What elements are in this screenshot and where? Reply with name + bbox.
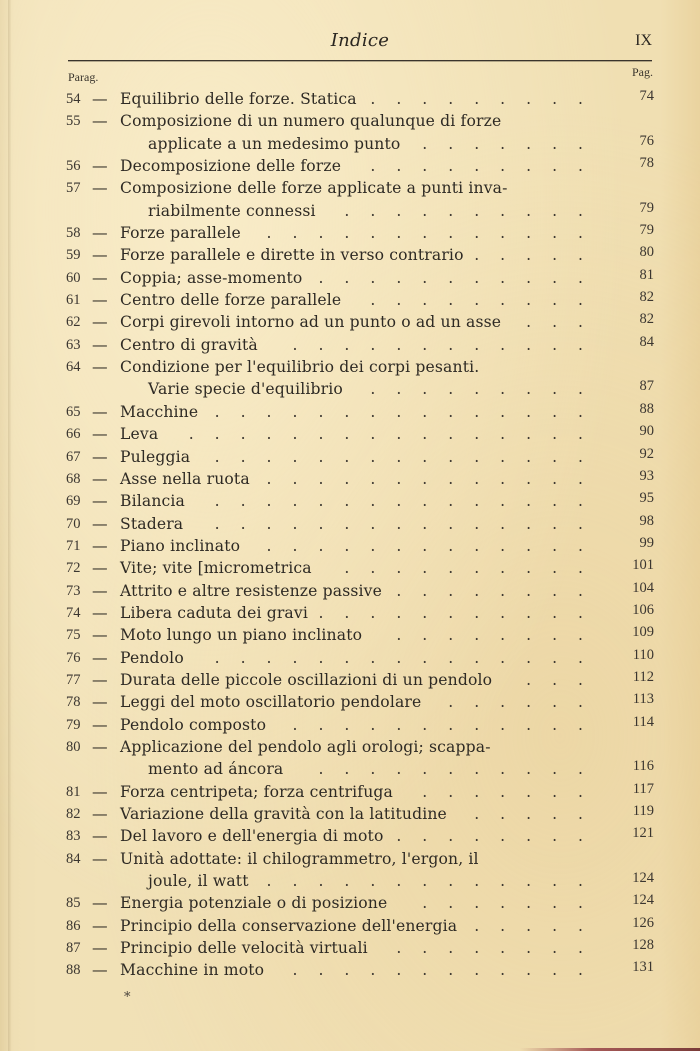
dot-leader: ............ xyxy=(292,335,604,354)
dot-leader: ........ xyxy=(396,939,604,958)
dot-leader: .......... xyxy=(344,559,604,578)
dot-leader: ............. xyxy=(266,872,604,891)
toc-line xyxy=(66,289,654,311)
toc-line xyxy=(66,870,654,892)
table-of-contents xyxy=(66,88,654,982)
entry-title: Composizione di un numero qualunque di forze xyxy=(120,112,502,131)
dot-leader: ... xyxy=(526,670,604,689)
entry-dash: — xyxy=(92,916,108,935)
entry-title-continuation: riabilmente connessi xyxy=(148,201,316,220)
entry-title-continuation: joule, il watt xyxy=(148,872,249,891)
paragraph-number: 55 xyxy=(66,113,81,130)
page-number: 80 xyxy=(639,244,654,261)
paragraph-number: 60 xyxy=(66,269,81,286)
entry-dash: — xyxy=(92,536,108,555)
toc-line xyxy=(66,334,654,356)
page-number: 109 xyxy=(632,624,654,641)
page-number: 121 xyxy=(632,825,654,842)
entry-dash: — xyxy=(92,939,108,958)
entry-title: Puleggia xyxy=(120,447,191,466)
page-number: 95 xyxy=(639,490,654,507)
toc-line xyxy=(66,200,654,222)
entry-dash: — xyxy=(92,268,108,287)
page-number: 124 xyxy=(632,892,654,909)
entry-title: Applicazione del pendolo agli orologi; scappa- xyxy=(120,737,491,756)
entry-title: Composizione delle forze applicate a punti inva- xyxy=(120,179,508,198)
toc-line xyxy=(66,825,654,847)
paragraph-number: 83 xyxy=(66,828,81,845)
entry-title: Centro delle forze parallele xyxy=(120,291,342,310)
page-number: 88 xyxy=(639,400,654,417)
toc-line xyxy=(66,624,654,646)
page-number: 101 xyxy=(632,557,654,574)
page-number: 126 xyxy=(632,914,654,931)
entry-dash: — xyxy=(92,425,108,444)
dot-leader: ........... xyxy=(318,268,604,287)
toc-line xyxy=(66,669,654,691)
paragraph-number: 73 xyxy=(66,582,81,599)
paragraph-number: 69 xyxy=(66,493,81,510)
entry-title: Macchine xyxy=(120,402,199,421)
toc-line xyxy=(66,892,654,914)
paragraph-number: 87 xyxy=(66,940,81,957)
paragraph-number: 62 xyxy=(66,314,81,331)
paragraph-number: 68 xyxy=(66,470,81,487)
entry-dash: — xyxy=(92,335,108,354)
section-end-asterisk: * xyxy=(124,990,131,1005)
toc-line xyxy=(66,848,654,870)
paragraph-number: 82 xyxy=(66,806,81,822)
paragraph-number: 59 xyxy=(66,247,81,264)
page-number: 98 xyxy=(639,512,654,529)
dot-leader: ......... xyxy=(370,291,604,310)
toc-line xyxy=(66,959,654,981)
dot-leader: ............. xyxy=(266,469,604,488)
entry-title: Del lavoro e dell'energia di moto xyxy=(120,827,384,846)
toc-line xyxy=(66,602,654,624)
entry-title: Asse nella ruota xyxy=(120,469,250,488)
dot-leader: ..... xyxy=(474,916,604,935)
dot-leader: ............... xyxy=(214,447,604,466)
entry-title: Forze parallele xyxy=(120,224,241,243)
paragraph-number: 84 xyxy=(66,850,81,867)
dot-leader: ........ xyxy=(396,626,604,645)
entry-dash: — xyxy=(92,894,108,913)
dot-leader: .......... xyxy=(344,201,604,220)
paragraph-number: 88 xyxy=(66,962,81,979)
paragraph-number: 58 xyxy=(66,225,81,242)
page-number: 119 xyxy=(632,803,654,819)
paragraph-number: 65 xyxy=(66,403,81,420)
entry-title: Forza centripeta; forza centrifuga xyxy=(120,782,393,801)
page-number: 78 xyxy=(639,155,654,172)
page-number: 87 xyxy=(639,378,654,395)
dot-leader: ........... xyxy=(318,603,604,622)
paragraph-number: 78 xyxy=(66,694,81,711)
header-rule xyxy=(68,60,652,61)
dot-leader: ............. xyxy=(266,536,604,555)
toc-line xyxy=(66,88,654,110)
entry-title: Unità adottate: il chilogrammetro, l'ergon, il xyxy=(120,849,479,868)
page-number: 112 xyxy=(632,668,654,685)
entry-title: Forze parallele e dirette in verso contrario xyxy=(120,246,464,265)
page-number: 82 xyxy=(639,311,654,328)
entry-dash: — xyxy=(92,559,108,578)
toc-line xyxy=(66,244,654,266)
entry-title: Vite; vite [micrometrica xyxy=(120,559,312,578)
entry-dash: — xyxy=(92,805,108,823)
page-number: 131 xyxy=(632,959,654,976)
paragraph-number: 79 xyxy=(66,716,81,733)
page-fold-shadow xyxy=(8,0,11,1051)
paragraph-number: 80 xyxy=(66,738,81,755)
toc-line xyxy=(66,222,654,244)
page-number: 81 xyxy=(639,266,654,283)
page-number: 79 xyxy=(639,199,654,216)
dot-leader: ......... xyxy=(370,380,604,399)
page-number: 124 xyxy=(632,870,654,887)
entry-dash: — xyxy=(92,737,108,756)
paragraph-number: 74 xyxy=(66,604,81,621)
dot-leader: ............. xyxy=(266,224,604,243)
paragraph-number: 64 xyxy=(66,359,81,376)
entry-dash: — xyxy=(92,670,108,689)
page-number: 74 xyxy=(639,88,654,104)
page-number: 93 xyxy=(639,467,654,484)
toc-line xyxy=(66,937,654,959)
entry-dash: — xyxy=(92,961,108,980)
entry-title: Bilancia xyxy=(120,492,185,511)
toc-line xyxy=(66,311,654,333)
paragraph-number: 81 xyxy=(66,783,81,800)
toc-line xyxy=(66,468,654,490)
entry-title-continuation: Varie specie d'equilibrio xyxy=(148,380,343,399)
entry-title: Piano inclinato xyxy=(120,536,241,555)
entry-dash: — xyxy=(92,715,108,734)
entry-title: Principio delle velocità virtuali xyxy=(120,939,368,958)
page-number: 92 xyxy=(639,445,654,462)
paragraph-number: 61 xyxy=(66,292,81,309)
paragraph-number: 54 xyxy=(66,91,81,107)
toc-line xyxy=(66,423,654,445)
dot-leader: ............ xyxy=(292,715,604,734)
toc-line xyxy=(66,177,654,199)
page-number: 116 xyxy=(632,758,654,775)
toc-line xyxy=(66,356,654,378)
dot-leader: ....... xyxy=(422,782,604,801)
toc-line xyxy=(66,535,654,557)
toc-line xyxy=(66,691,654,713)
entry-dash: — xyxy=(92,402,108,421)
toc-line xyxy=(66,155,654,177)
toc-line xyxy=(66,378,654,400)
dot-leader: ... xyxy=(526,313,604,332)
toc-line xyxy=(66,557,654,579)
entry-title: Durata delle piccole oscillazioni di un pendolo xyxy=(120,670,493,689)
dot-leader: ......... xyxy=(370,90,604,108)
entry-title: Decomposizione delle forze xyxy=(120,157,342,176)
toc-line xyxy=(66,446,654,468)
entry-dash: — xyxy=(92,782,108,801)
entry-title: Equilibrio delle forze. Statica xyxy=(120,90,357,108)
entry-dash: — xyxy=(92,224,108,243)
paragraph-number: 76 xyxy=(66,649,81,666)
paragraph-number: 67 xyxy=(66,448,81,465)
page-number: 117 xyxy=(632,780,654,797)
paragraph-number: 85 xyxy=(66,895,81,912)
entry-dash: — xyxy=(92,157,108,176)
running-head-title: Indice xyxy=(330,30,390,51)
toc-line xyxy=(66,401,654,423)
toc-line xyxy=(66,580,654,602)
dot-leader: ............... xyxy=(214,648,604,667)
entry-title: Macchine in moto xyxy=(120,961,265,980)
entry-title: Leva xyxy=(120,425,159,444)
dot-leader: ....... xyxy=(422,134,604,153)
page-number: 99 xyxy=(639,534,654,551)
entry-dash: — xyxy=(92,581,108,600)
paragraph-number: 86 xyxy=(66,917,81,934)
entry-title: Pendolo composto xyxy=(120,715,267,734)
toc-line xyxy=(66,110,654,132)
dot-leader: ............... xyxy=(214,514,604,533)
entry-dash: — xyxy=(92,648,108,667)
entry-title-continuation: mento ad áncora xyxy=(148,760,284,779)
entry-title: Leggi del moto oscillatorio pendolare xyxy=(120,693,422,712)
dot-leader: ........ xyxy=(396,827,604,846)
paragraph-number: 75 xyxy=(66,627,81,644)
toc-line xyxy=(66,781,654,803)
entry-title: Coppia; asse-momento xyxy=(120,268,303,287)
dot-leader: ....... xyxy=(422,894,604,913)
paragraph-number: 63 xyxy=(66,336,81,353)
paragraph-number: 57 xyxy=(66,180,81,197)
toc-line xyxy=(66,647,654,669)
page-number: 113 xyxy=(632,691,654,708)
toc-line xyxy=(66,133,654,155)
entry-title: Attrito e altre resistenze passive xyxy=(120,581,382,600)
entry-dash: — xyxy=(92,603,108,622)
entry-title: Corpi girevoli intorno ad un punto o ad un asse xyxy=(120,313,502,332)
entry-title: Energia potenziale o di posizione xyxy=(120,894,388,913)
entry-dash: — xyxy=(92,514,108,533)
dot-leader: ............... xyxy=(214,402,604,421)
entry-title: Moto lungo un piano inclinato xyxy=(120,626,363,645)
entry-dash: — xyxy=(92,291,108,310)
entry-dash: — xyxy=(92,358,108,377)
toc-line xyxy=(66,758,654,780)
entry-dash: — xyxy=(92,849,108,868)
entry-dash: — xyxy=(92,112,108,131)
toc-line xyxy=(66,736,654,758)
dot-leader: ...... xyxy=(448,693,604,712)
dot-leader: ........... xyxy=(318,760,604,779)
entry-dash: — xyxy=(92,179,108,198)
entry-dash: — xyxy=(92,469,108,488)
dot-leader: ......... xyxy=(370,157,604,176)
entry-title: Pendolo xyxy=(120,648,184,667)
column-head-page: Pag. xyxy=(632,65,653,79)
paragraph-number: 56 xyxy=(66,158,81,175)
entry-dash: — xyxy=(92,827,108,846)
paragraph-number: 66 xyxy=(66,426,81,443)
toc-line xyxy=(66,513,654,535)
dot-leader: ............... xyxy=(214,492,604,511)
page-number: 84 xyxy=(639,333,654,350)
dot-leader: ..... xyxy=(474,805,604,823)
page-number: 79 xyxy=(639,222,654,239)
dot-leader: ..... xyxy=(474,246,604,265)
column-head-paragraph: Parag. xyxy=(68,70,99,84)
page-number: 106 xyxy=(632,601,654,618)
entry-dash: — xyxy=(92,246,108,265)
page-number: 128 xyxy=(632,937,654,954)
dot-leader: ........ xyxy=(396,581,604,600)
toc-line xyxy=(66,490,654,512)
entry-dash: — xyxy=(92,626,108,645)
entry-title: Condizione per l'equilibrio dei corpi pesanti. xyxy=(120,358,480,377)
toc-line xyxy=(66,803,654,825)
toc-line xyxy=(66,714,654,736)
entry-title: Libera caduta dei gravi xyxy=(120,603,308,622)
entry-dash: — xyxy=(92,447,108,466)
page-number: 114 xyxy=(632,713,654,730)
page-number: 110 xyxy=(632,646,654,663)
dot-leader: ............ xyxy=(292,961,604,980)
entry-title: Variazione della gravità con la latitudine xyxy=(120,805,447,823)
paragraph-number: 77 xyxy=(66,671,81,688)
dot-leader: ................ xyxy=(188,425,604,444)
entry-title: Principio della conservazione dell'energia xyxy=(120,916,458,935)
paragraph-number: 71 xyxy=(66,537,81,554)
entry-dash: — xyxy=(92,693,108,712)
entry-title: Centro di gravità xyxy=(120,335,258,354)
page-number: 90 xyxy=(639,423,654,440)
entry-dash: — xyxy=(92,90,108,108)
toc-line xyxy=(66,915,654,937)
page-folio: IX xyxy=(635,32,652,49)
page-number: 104 xyxy=(632,579,654,596)
paragraph-number: 72 xyxy=(66,560,81,577)
toc-line xyxy=(66,267,654,289)
page-number: 76 xyxy=(639,132,654,149)
paragraph-number: 70 xyxy=(66,515,81,532)
entry-dash: — xyxy=(92,492,108,511)
entry-title-continuation: applicate a un medesimo punto xyxy=(148,134,401,153)
page-number: 82 xyxy=(639,289,654,306)
entry-title: Stadera xyxy=(120,514,184,533)
entry-dash: — xyxy=(92,313,108,332)
